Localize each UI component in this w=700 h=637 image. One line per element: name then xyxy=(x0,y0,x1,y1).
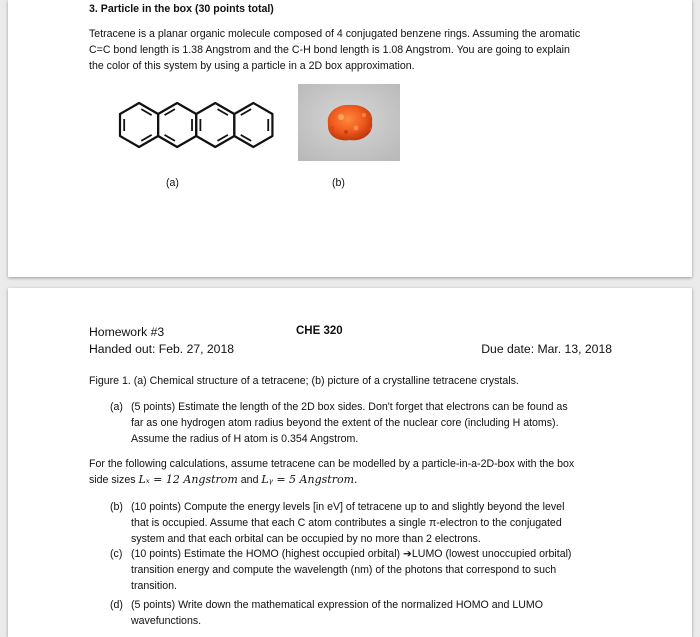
intro-line-3: the color of this system by using a particle in a 2D box approximation. xyxy=(89,60,415,72)
part-a-line-1: (5 points) Estimate the length of the 2D box sides. Don't forget that electrons can be found as xyxy=(131,401,568,413)
benzene-ring xyxy=(120,103,158,147)
part-a-label: (a) xyxy=(110,401,123,413)
part-c-line-2: transition energy and compute the wavelength (nm) of the photons that correspond to such xyxy=(131,564,557,576)
model-prefix: side sizes xyxy=(89,474,139,486)
course-code: CHE 320 xyxy=(296,325,343,337)
box-length-x: Lₓ = 12 Angstrom xyxy=(138,473,238,486)
box-length-y: Lᵧ = 5 Angstrom. xyxy=(261,473,358,486)
intro-line-2: C=C bond length is 1.38 Angstrom and the C-H bond length is 1.08 Angstrom. You are going to explain xyxy=(89,44,570,56)
figure-a-label: (a) xyxy=(166,177,179,189)
model-and: and xyxy=(237,474,262,486)
part-b-line-3: system and that each orbital can be occupied by no more than 2 electrons. xyxy=(131,533,481,545)
page-top xyxy=(8,0,692,277)
due-date: Due date: Mar. 13, 2018 xyxy=(481,342,612,356)
part-d-line-1: (5 points) Write down the mathematical expression of the normalized HOMO and LUMO xyxy=(131,599,543,611)
part-a-line-3: Assume the radius of H atom is 0.354 Angstrom. xyxy=(131,433,359,445)
part-d-label: (d) xyxy=(110,599,123,611)
part-c-label: (c) xyxy=(110,548,123,560)
crystal-image-icon xyxy=(298,84,400,161)
page-bottom xyxy=(8,288,692,637)
benzene-ring xyxy=(158,103,196,147)
part-a-line-2: far as one hydrogen atom radius beyond the extent of the nuclear core (including H atoms). xyxy=(131,417,559,429)
part-b-line-2: that is occupied. Assume that each C atom contributes a single π-electron to the conjugated xyxy=(131,517,562,529)
part-d-line-2: wavefunctions. xyxy=(131,615,202,627)
intro-line-1: Tetracene is a planar organic molecule composed of 4 conjugated benzene rings. Assuming the aromatic xyxy=(89,28,581,40)
homework-number: Homework #3 xyxy=(89,325,165,339)
crystal-photo xyxy=(298,84,400,161)
model-line-2 xyxy=(89,472,358,488)
part-b-line-1: (10 points) Compute the energy levels [in eV] of tetracene up to and slightly beyond the level xyxy=(131,501,565,513)
part-c-line-3: transition. xyxy=(131,580,177,592)
benzene-ring xyxy=(234,103,272,147)
model-line-1: For the following calculations, assume tetracene can be modelled by a particle-in-a-2D-box with the box xyxy=(89,458,575,470)
benzene-ring xyxy=(196,103,234,147)
tetracene-structure-icon xyxy=(108,101,288,149)
part-b-label: (b) xyxy=(110,501,123,513)
question-heading: 3. Particle in the box (30 points total) xyxy=(89,3,274,15)
figure-caption: Figure 1. (a) Chemical structure of a tetracene; (b) picture of a crystalline tetracene crystals. xyxy=(89,375,519,387)
handed-out-date: Handed out: Feb. 27, 2018 xyxy=(89,342,235,356)
figure-b-label: (b) xyxy=(332,177,345,189)
part-c-line-1: (10 points) Estimate the HOMO (highest occupied orbital) ➔LUMO (lowest unoccupied orbital) xyxy=(131,548,572,560)
